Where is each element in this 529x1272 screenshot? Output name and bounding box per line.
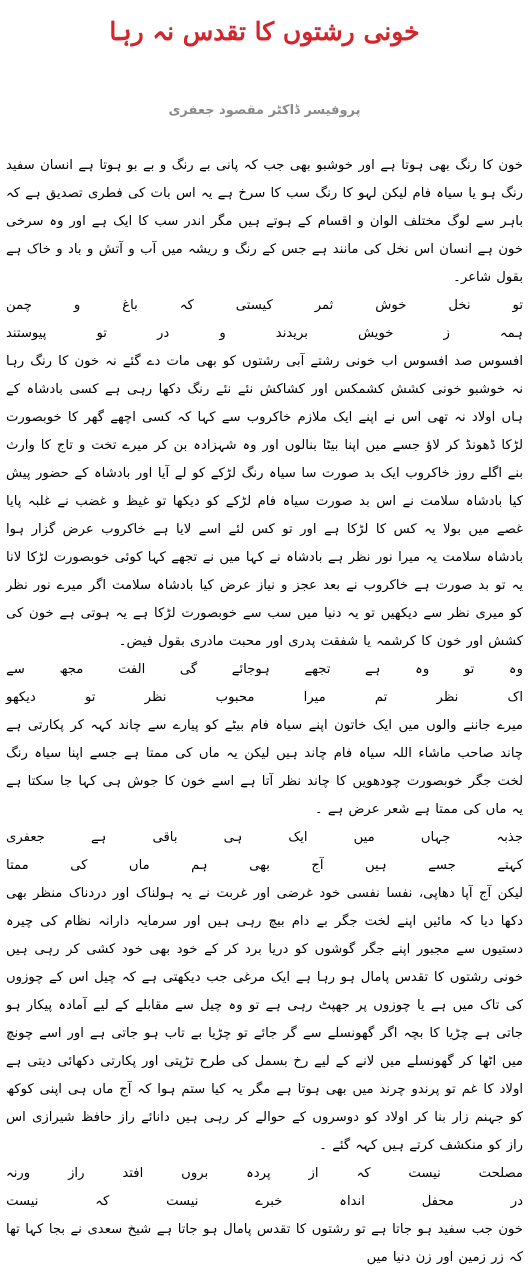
verse-word: مصلحت bbox=[478, 1166, 523, 1181]
article-body bbox=[6, 152, 523, 1272]
verse-word: نیست bbox=[6, 1194, 39, 1209]
verse-word: انداہ bbox=[339, 1194, 365, 1209]
verse-word: وہ bbox=[508, 662, 523, 677]
verse-word: و bbox=[73, 298, 81, 313]
verse-word: خبرے bbox=[255, 1194, 283, 1209]
verse-word: پیوستند bbox=[6, 326, 47, 341]
verse-word: بھی bbox=[249, 858, 270, 873]
verse-word: کہ bbox=[95, 1194, 110, 1209]
verse-word: دیکھو bbox=[6, 690, 36, 705]
verse-word: کہ bbox=[356, 1166, 371, 1181]
verse-word: و bbox=[219, 326, 226, 341]
verse-word: افتد bbox=[122, 1166, 144, 1181]
verse-word: تو bbox=[84, 690, 96, 705]
verse-word: کی bbox=[70, 858, 88, 873]
verse-word: ہمہ bbox=[499, 326, 523, 341]
verse-word: ایک bbox=[288, 830, 308, 845]
verse-word: چمن bbox=[6, 298, 32, 313]
paragraph: میرے جاننے والوں میں ایک خاتون اپنے سیاہ فام بیٹے کو پیارے سے چاند کہہ کر پکارتی ہے چاند صاحب ماشاء اللہ سیاہ فام چاند ہیں لیکن یہ ماں کی ممتا ہے جسے اپنا سیاہ رنگ لخت جگر خوبصورت چودھویں کا چاند نظر آتا ہے اسے خون کا جوش ہی کہا جا سکتا ہے یہ ماں کی ممتا ہے شعر عرض ہے ۔ bbox=[6, 718, 523, 817]
verse-word: ز bbox=[443, 326, 450, 341]
paragraph: خون کا رنگ بھی ہوتا ہے اور خوشبو بھی جب کہ پانی بے رنگ و بے بو ہوتا ہے انسان سفید رنگ ہو یا سیاہ فام لیکن لہو کا رنگ سب کا سرخ ہے یہ اس بات کی فطری تصدیق ہے کہ باہر سے لوگ مختلف الوان و اقسام کے ہوتے ہیں مگر اندر سب کا ایک ہے اور وہ سرخی خون ہے انسان اس نخل کی مانند ہے جس کے رنگ و ریشہ میں آب و آتش و باد و خاک ہے بقول شاعر۔ bbox=[6, 158, 523, 285]
verse-word: ممتا bbox=[6, 858, 29, 873]
verse-word: باقی bbox=[152, 830, 178, 845]
verse-word: ورنہ bbox=[6, 1166, 31, 1181]
verse-word: گی bbox=[179, 662, 198, 677]
verse-word: در bbox=[510, 1194, 523, 1209]
verse-word: تو bbox=[512, 298, 523, 313]
verse-word: جسے bbox=[428, 858, 456, 873]
verse-word: ہوجائے bbox=[231, 662, 270, 677]
verse-word: کہتے bbox=[497, 858, 523, 873]
verse-word: از bbox=[308, 1166, 319, 1181]
verse-word: ہے bbox=[90, 830, 107, 845]
verse-line bbox=[6, 1188, 523, 1216]
verse-word: ہی bbox=[223, 830, 243, 845]
verse-word: در bbox=[157, 326, 170, 341]
verse-word: باغ bbox=[122, 298, 138, 313]
verse-line bbox=[6, 824, 523, 852]
verse-word: راز bbox=[68, 1166, 85, 1181]
verse-word: نیست bbox=[408, 1166, 441, 1181]
verse-word: محبوب bbox=[215, 690, 255, 705]
verse-word: خویش bbox=[357, 326, 394, 341]
verse-line bbox=[6, 1160, 523, 1188]
verse-word: سے bbox=[6, 662, 25, 677]
author-name: پروفیسر ڈاکٹر مقصود جعفری bbox=[168, 103, 361, 118]
verse-line bbox=[6, 684, 523, 712]
verse-word: کیستی bbox=[235, 298, 273, 313]
verse-word: کہ bbox=[179, 298, 194, 313]
verse-word: تجھے bbox=[304, 662, 331, 677]
verse-word: الفت bbox=[117, 662, 146, 677]
paragraph: خون جب سفید ہو جاتا ہے تو رشتوں کا تقدس پامال ہو جاتا ہے شیخ سعدی نے بجا کہا تھا کہ زر زمین اور زن دنیا میں bbox=[6, 1222, 523, 1265]
verse-word: نظر bbox=[144, 690, 167, 705]
verse-word: محفل bbox=[421, 1194, 454, 1209]
paragraph: لیکن آج آپا دھاپی، نفسا نفسی خود غرضی اور غربت نے یہ ہولناک اور دردناک منظر بھی دکھا دیا کہ مائیں اپنے لخت جگر بے دام بیچ رہی ہیں اور سرمایہ دارانہ نظام کی چیرہ دستیوں سے مجبور اپنے جگر گوشوں کو دریا برد کر کے خود بھی خود کشی کر رہی ہیں خونی رشتوں کا تقدس پامال ہو رہا ہے ایک مرغی جب دیکھتی ہے کہ چیل اس کے چوزوں کی تاک میں ہے یا چوزوں پر جھپٹ رہی ہے تو وہ چیل سے مقابلے کے لیے آمادہ پیکار ہو جاتی ہے چڑیا کا بچہ اگر گھونسلے سے گر جائے تو چڑیا بے تاب ہو جاتی ہے اور اسے چونچ میں اٹھا کر گھونسلے میں لانے کے لیے رخ بسمل کی طرح تڑپتی اور پکارتی دکھائی دیتی ہے اولاد کا غم تو پرندو چرند میں بھی ہوتا ہے مگر یہ کیا ستم ہوا کہ آج ماں ہی اپنی کوکھ کو جہنم زار بنا کر اولاد کو دوسروں کے حوالے کر رہی ہیں دانائے راز حافظ شیرازی اس راز کو منکشف کرتے ہیں کہہ گئے ۔ bbox=[6, 886, 523, 1153]
verse-word: جہاں bbox=[420, 830, 451, 845]
verse-word: خوش bbox=[375, 298, 407, 313]
verse-word: نیست bbox=[166, 1194, 199, 1209]
verse-word: تم bbox=[374, 690, 388, 705]
article-title: خونی رشتوں کا تقدس نہ رہا bbox=[109, 17, 420, 46]
verse-word: ہیں bbox=[364, 858, 387, 873]
verse-word: نخل bbox=[448, 298, 471, 313]
paragraph: افسوس صد افسوس اب خونی رشتے آبی رشتوں کو بھی مات دے گئے نہ خون کا رنگ رہا نہ خوشبو خونی کشش کشمکس اور کشاکش نئے نئے رنگ دکھا رہی ہے کسی بادشاہ کے ہاں اولاد نہ تھی اس نے اپنے ایک ملازم خاکروب سے کہا کہ کسی اچھے گھر کا خوبصورت لڑکا ڈھونڈ کر لاؤ جسے میں اپنا بیٹا بنالوں اور وہ شہزادہ بن کر میرے تخت و تاج کا وارث بنے اگلے روز خاکروب ایک بد صورت سا سیاہ رنگ لڑکے کو لے آیا اور بادشاہ کے حضور پیش کیا بادشاہ سلامت نے اس بد صورت سیاہ فام لڑکے کو دیکھا تو غیظ و غضب نے غلبہ پایا غصے میں بولا یہ کس کا لڑکا ہے اور تو کس لئے اسے لایا ہے خاکروب عرض گزار ہوا بادشاہ سلامت یہ میرا نور نظر ہے بادشاہ نے کہا میں نے تجھے کہا کوئی خوبصورت لڑکا لانا یہ تو بد صورت ہے خاکروب نے بعد عجز و نیاز عرض کیا بادشاہ سلامت اگر میرے نور نظر کو میری نظر سے دیکھیں تو یہ دنیا میں سب سے خوبصورت لڑکا ہے یہ ہوتی ہے خون کی کشش اور خون کا کرشمہ یا شفقت پدری اور محبت مادری بقول فیض۔ bbox=[6, 354, 523, 649]
verse-word: ہے bbox=[365, 662, 381, 677]
verse-word: مجھ bbox=[59, 662, 84, 677]
verse-word: اک bbox=[507, 690, 523, 705]
verse-word: ماں bbox=[128, 858, 150, 873]
verse-line bbox=[6, 292, 523, 320]
verse-line bbox=[6, 852, 523, 880]
verse-line bbox=[6, 656, 523, 684]
verse-word: ثمر bbox=[314, 298, 334, 313]
verse-line bbox=[6, 320, 523, 348]
verse-word: بریدند bbox=[275, 326, 308, 341]
verse-word: تو bbox=[463, 662, 475, 677]
verse-word: تو bbox=[96, 326, 107, 341]
verse-word: آج bbox=[311, 858, 324, 873]
verse-word: نظر bbox=[436, 690, 459, 705]
verse-word: وہ bbox=[415, 662, 430, 677]
verse-word: ہم bbox=[191, 858, 208, 873]
verse-word: بروں bbox=[181, 1166, 209, 1181]
verse-word: پردہ bbox=[246, 1166, 271, 1181]
verse-word: جذبہ bbox=[496, 830, 523, 845]
verse-word: میرا bbox=[303, 690, 326, 705]
verse-word: میں bbox=[353, 830, 375, 845]
verse-word: جعفری bbox=[6, 830, 45, 845]
